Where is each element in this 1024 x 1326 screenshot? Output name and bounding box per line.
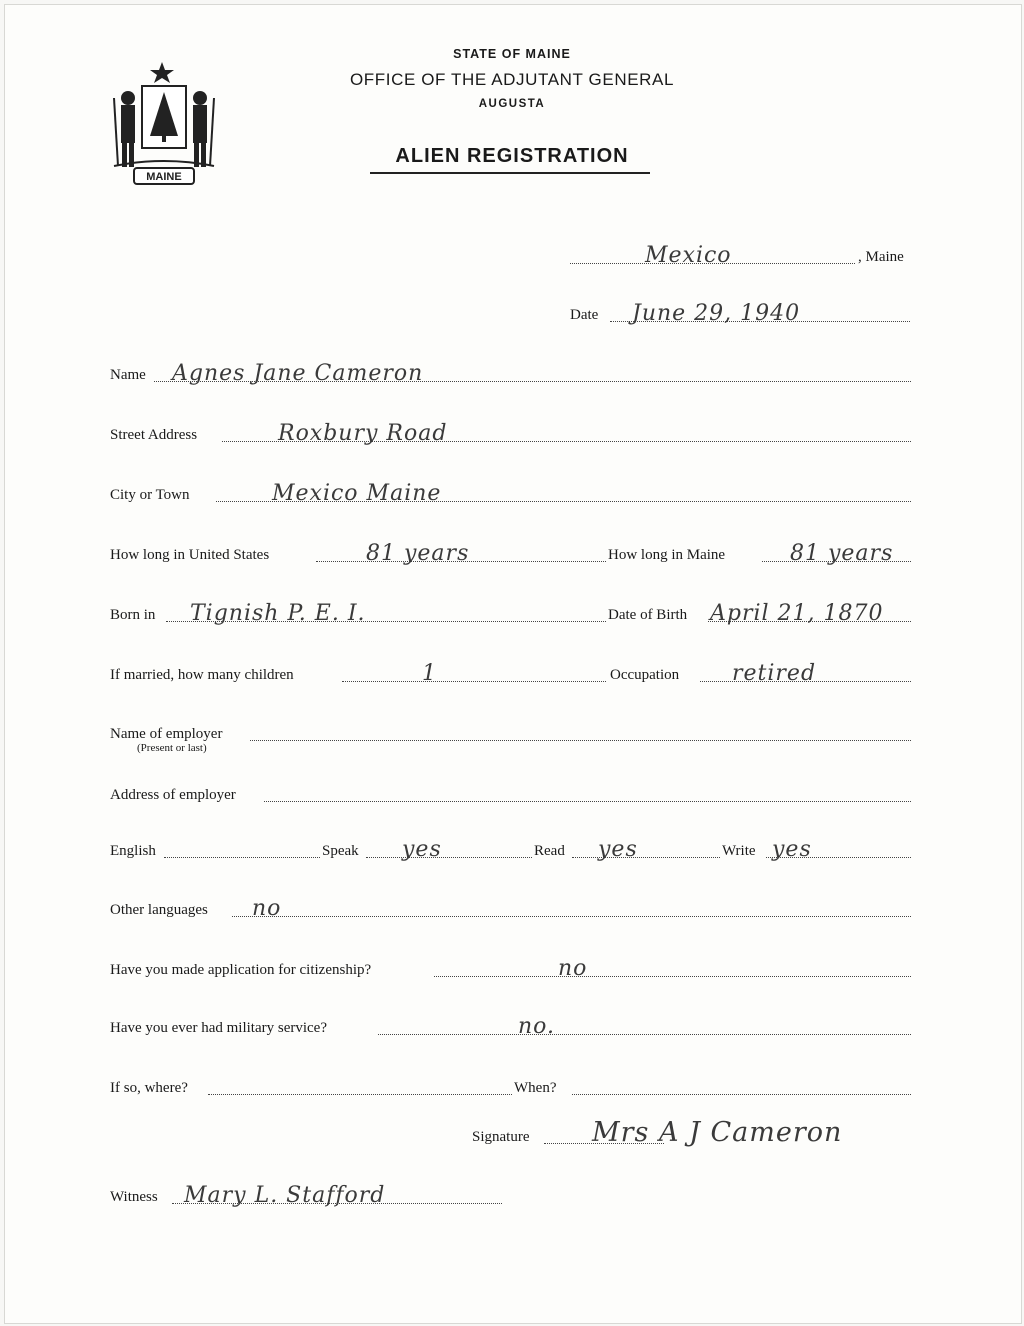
employer-address-line xyxy=(264,801,911,802)
where-label: If so, where? xyxy=(110,1080,188,1096)
employer-note: (Present or last) xyxy=(137,742,207,754)
military-value[interactable]: no. xyxy=(518,1014,556,1039)
born-row xyxy=(110,598,915,628)
name-row xyxy=(110,358,915,388)
street-label: Street Address xyxy=(110,427,198,443)
employer-label: Name of employer xyxy=(110,726,223,742)
occupation-value[interactable]: retired xyxy=(732,661,817,686)
witness-label: Witness xyxy=(110,1189,158,1205)
citizenship-label: Have you made application for citizenship? xyxy=(110,962,372,978)
date-label: Date xyxy=(570,307,599,323)
citizenship-row xyxy=(110,953,915,983)
when-label: When? xyxy=(514,1080,557,1096)
date-value[interactable]: June 29, 1940 xyxy=(632,301,801,326)
witness-row xyxy=(110,1180,510,1210)
how-long-maine-label: How long in Maine xyxy=(608,547,726,563)
how-long-maine-value[interactable]: 81 years xyxy=(790,541,894,566)
signature-value[interactable]: Mrs A J Cameron xyxy=(592,1117,843,1148)
speak-line xyxy=(366,857,532,858)
citizenship-line xyxy=(434,976,911,977)
citizenship-value[interactable]: no xyxy=(558,956,588,981)
occupation-label: Occupation xyxy=(610,667,680,683)
english-row xyxy=(110,834,915,864)
military-line xyxy=(378,1034,911,1035)
street-row xyxy=(110,418,915,448)
other-languages-label: Other languages xyxy=(110,902,208,918)
dob-label: Date of Birth xyxy=(608,607,688,623)
city-label: City or Town xyxy=(110,487,190,503)
military-label: Have you ever had military service? xyxy=(110,1020,327,1036)
employer-address-row xyxy=(110,778,915,808)
header-state: STATE OF MAINE xyxy=(453,47,571,61)
how-long-us-label: How long in United States xyxy=(110,547,270,563)
seal-motto-text: MAINE xyxy=(146,171,182,183)
how-long-us-value[interactable]: 81 years xyxy=(366,541,470,566)
title-underline xyxy=(370,172,650,174)
where-line xyxy=(208,1094,512,1095)
name-value[interactable]: Agnes Jane Cameron xyxy=(172,361,424,386)
employer-line xyxy=(250,740,911,741)
english-line xyxy=(164,857,320,858)
header-office: OFFICE OF THE ADJUTANT GENERAL xyxy=(349,70,675,89)
read-line xyxy=(572,857,720,858)
date-row xyxy=(570,298,915,328)
born-in-label: Born in xyxy=(110,607,156,623)
other-languages-line xyxy=(232,916,911,917)
children-value[interactable]: 1 xyxy=(422,661,437,686)
how-long-row xyxy=(110,538,915,568)
town-value[interactable]: Mexico xyxy=(645,243,732,268)
maine-label: , Maine xyxy=(858,249,904,265)
when-line xyxy=(572,1094,911,1095)
speak-label: Speak xyxy=(322,843,359,859)
other-languages-row xyxy=(110,893,915,923)
header-city: AUGUSTA xyxy=(478,98,546,110)
where-when-row xyxy=(110,1071,915,1101)
form-title: ALIEN REGISTRATION xyxy=(395,145,629,167)
children-label: If married, how many children xyxy=(110,667,294,683)
dob-value[interactable]: April 21, 1870 xyxy=(710,601,884,626)
english-label: English xyxy=(110,843,156,859)
employer-row xyxy=(110,717,915,747)
street-value[interactable]: Roxbury Road xyxy=(278,421,448,446)
read-value[interactable]: yes xyxy=(598,837,638,862)
speak-value[interactable]: yes xyxy=(402,837,442,862)
children-row xyxy=(110,658,915,688)
signature-row xyxy=(472,1117,1012,1150)
born-in-value[interactable]: Tignish P. E. I. xyxy=(190,601,366,626)
children-line xyxy=(342,681,606,682)
military-row xyxy=(110,1011,915,1041)
witness-value[interactable]: Mary L. Stafford xyxy=(184,1183,386,1208)
write-value[interactable]: yes xyxy=(772,837,812,862)
signature-label: Signature xyxy=(472,1129,530,1145)
town-row xyxy=(570,240,915,270)
other-languages-value[interactable]: no xyxy=(252,896,282,921)
employer-address-label: Address of employer xyxy=(110,787,236,803)
read-label: Read xyxy=(534,843,565,859)
city-value[interactable]: Mexico Maine xyxy=(272,481,442,506)
write-label: Write xyxy=(722,843,756,859)
city-row xyxy=(110,478,915,508)
name-label: Name xyxy=(110,367,146,383)
